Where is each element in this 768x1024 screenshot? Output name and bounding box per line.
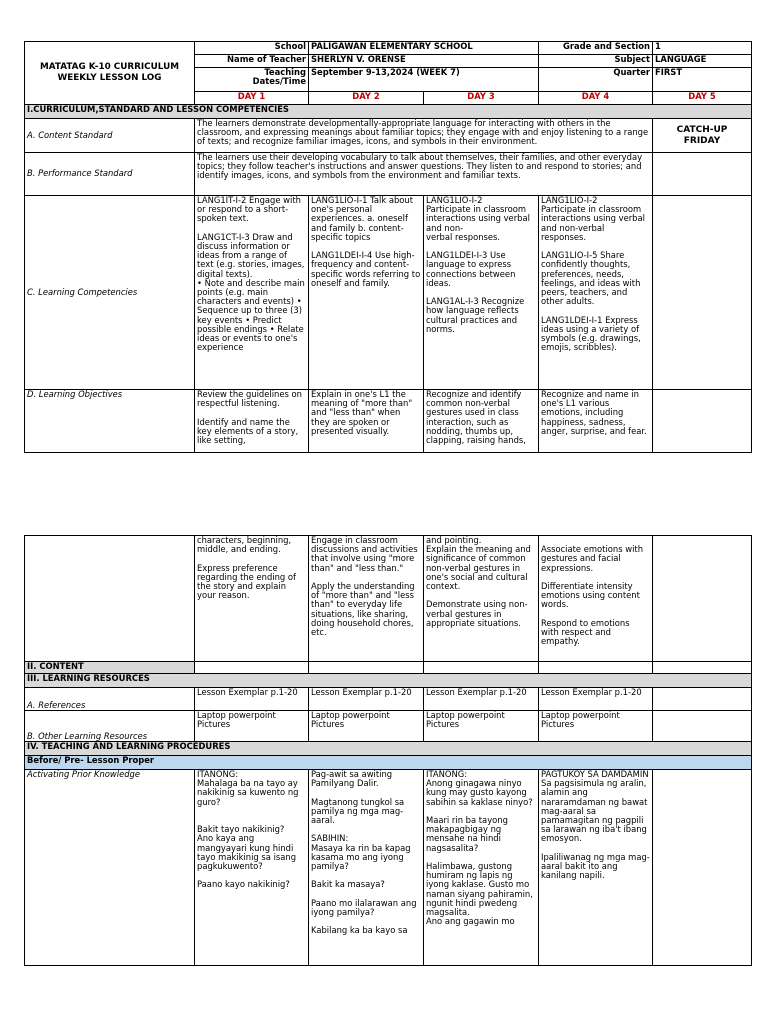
quarter-value: FIRST (653, 68, 752, 92)
competency-day1: LANG1IT-I-2 Engage with or respond to a short-spoken text. LANG1CT-I-3 Draw and discuss information or ideas from a range of text (e.g. stories, images, digital texts). • Note and describe main points (e.g. main characters and events) • Sequence up to three (3) key events • Predict possible endings • Relate ideas or events to one's experience (195, 196, 309, 390)
content-day2 (309, 662, 424, 674)
content-day4 (539, 662, 653, 674)
other-resource-day2: Laptop powerpoint Pictures (309, 711, 424, 742)
catch-up-friday (653, 119, 752, 153)
catch-up-line1: CATCH-UP (676, 124, 728, 135)
content-day5 (653, 662, 752, 674)
dates-label-line1: Teaching (264, 67, 306, 77)
objective-cont-day2: Engage in classroom discussions and activities that involve using "more than" and "less than." Apply the understanding of "more than" and "less than" to everyday life situations, like sharing, doing household chores, etc. (309, 536, 424, 662)
objective-cont-day3: and pointing. Explain the meaning and significance of common non-verbal gestures in one's social and cultural context. Demonstrate using non-verbal gestures in appropriate situations. (424, 536, 539, 662)
teacher-value: SHERLYN V. ORENSE (309, 55, 539, 68)
subject-label: Subject (539, 55, 653, 68)
other-resource-day3: Laptop powerpoint Pictures (424, 711, 539, 742)
objectives-cont-label (25, 536, 195, 662)
day-5-header: DAY 5 (653, 92, 752, 105)
section-curriculum-title: I.CURRICULUM,STANDARD AND LESSON COMPETENCIES (25, 105, 752, 119)
content-day3 (424, 662, 539, 674)
lesson-log-table-page2 (24, 535, 752, 966)
content-standard-text: The learners demonstrate developmentally-appropriate language for interacting with others in the classroom, and expressing meanings about familiar topics; they engage with and enjoy listening to a range of texts; and recognize familiar images, icons, and symbols in their environment. (195, 119, 653, 153)
lesson-log-table-page1 (24, 41, 752, 453)
school-label: School (195, 42, 309, 55)
reference-day4: Lesson Exemplar p.1-20 (539, 688, 653, 711)
day-2-header: DAY 2 (309, 92, 424, 105)
reference-day5 (653, 688, 752, 711)
references-label: A. References (25, 688, 195, 711)
before-lesson-title: Before/ Pre- Lesson Proper (25, 756, 752, 770)
teacher-label: Name of Teacher (195, 55, 309, 68)
competencies-label: C. Learning Competencies (25, 196, 195, 390)
catch-up-line2: FRIDAY (683, 135, 721, 146)
log-title (25, 42, 195, 105)
other-resource-day4: Laptop powerpoint Pictures (539, 711, 653, 742)
reference-day1: Lesson Exemplar p.1-20 (195, 688, 309, 711)
section-resources-title: III. LEARNING RESOURCES (25, 674, 752, 688)
reference-day2: Lesson Exemplar p.1-20 (309, 688, 424, 711)
school-value: PALIGAWAN ELEMENTARY SCHOOL (309, 42, 539, 55)
other-resource-day1: Laptop powerpoint Pictures (195, 711, 309, 742)
day-4-header: DAY 4 (539, 92, 653, 105)
activating-label: Activating Prior Knowledge (25, 770, 195, 966)
activating-day3: ITANONG: Anong ginagawa ninyo kung may gusto kayong sabihin sa kaklase ninyo? Maari rin ba tayong makapagbigay ng mensahe na hindi nagsasalita? Halimbawa, gustong humiram ng lapis ng iyong kaklase. Gusto mo naman siyang pahiramin, ngunit hindi pwedeng magsalita. Ano ang gagawin mo (424, 770, 539, 966)
objective-day3: Recognize and identify common non-verbal gestures used in class interaction, such as nodding, thumbs up, clapping, raising hands, (424, 390, 539, 453)
content-day1 (195, 662, 309, 674)
dates-label (195, 68, 309, 92)
activating-day4: PAGTUKOY SA DAMDAMIN Sa pagsisimula ng aralin, alamin ang nararamdaman ng bawat mag-aaral sa pamamagitan ng pagpili sa larawan ng iba't ibang emosyon. Ipaliliwanag ng mga mag-aaral bakit ito ang kanilang napili. (539, 770, 653, 966)
activating-day5 (653, 770, 752, 966)
competency-day3: LANG1LIO-I-2 Participate in classroom interactions using verbal and non- verbal responses. LANG1LDEI-I-3 Use language to express connections between ideas. LANG1AL-I-3 Recognize how language reflects cultural practices and norms. (424, 196, 539, 390)
objective-cont-day4: Associate emotions with gestures and facial expressions. Differentiate intensity emotions using content words. Respond to emotions with respect and empathy. (539, 536, 653, 662)
dates-value: September 9-13,2024 (WEEK 7) (309, 68, 539, 92)
objective-day5 (653, 390, 752, 453)
objective-day1: Review the guidelines on respectful listening. Identify and name the key elements of a story, like setting, (195, 390, 309, 453)
grade-label: Grade and Section (539, 42, 653, 55)
competency-day4: LANG1LIO-I-2 Participate in classroom interactions using verbal and non-verbal responses. LANG1LIO-I-5 Share confidently thoughts, preferences, needs, feelings, and ideas with peers, teachers, and other adults. LANG1LDEI-I-1 Express ideas using a variety of symbols (e.g. drawings, emojis, scribbles). (539, 196, 653, 390)
performance-standard-day5 (653, 153, 752, 196)
objective-cont-day5 (653, 536, 752, 662)
activating-day2: Pag-awit sa awiting Pamilyang Dalir. Magtanong tungkol sa pamilya ng mga mag-aaral. SABIHIN: Masaya ka rin ba kapag kasama mo ang iyong pamilya? Bakit ka masaya? Paano mo ilalarawan ang iyong pamilya? Kabilang ka ba kayo sa (309, 770, 424, 966)
objectives-label: D. Learning Objectives (25, 390, 195, 453)
reference-day3: Lesson Exemplar p.1-20 (424, 688, 539, 711)
dates-label-line2: Dates/Time (252, 76, 306, 87)
grade-value: 1 (653, 42, 752, 55)
log-title-line2: WEEKLY LESSON LOG (57, 73, 162, 83)
day-1-header: DAY 1 (195, 92, 309, 105)
log-title-line1: MATATAG K-10 CURRICULUM (40, 62, 179, 72)
objective-day4: Recognize and name in one's L1 various emotions, including happiness, sadness, anger, surprise, and fear. (539, 390, 653, 453)
competency-day5 (653, 196, 752, 390)
other-resource-day5 (653, 711, 752, 742)
quarter-label: Quarter (539, 68, 653, 92)
competency-day2: LANG1LIO-I-1 Talk about one's personal experiences. a. oneself and family b. content-specific topics LANG1LDEI-I-4 Use high- frequency and content- specific words referring to oneself and family. (309, 196, 424, 390)
subject-value: LANGUAGE (653, 55, 752, 68)
content-standard-label: A. Content Standard (25, 119, 195, 153)
day-3-header: DAY 3 (424, 92, 539, 105)
objective-day2: Explain in one's L1 the meaning of "more than" and "less than" when they are spoken or presented visually. (309, 390, 424, 453)
other-resources-label: B. Other Learning Resources (25, 711, 195, 742)
section-content-title: II. CONTENT (25, 662, 195, 674)
performance-standard-label: B. Performance Standard (25, 153, 195, 196)
objective-cont-day1: characters, beginning, middle, and ending. Express preference regarding the ending of the story and explain your reason. (195, 536, 309, 662)
activating-day1: ITANONG: Mahalaga ba na tayo ay nakikinig sa kuwento ng guro? Bakit tayo nakikinig? Ano kaya ang mangyayari kung hindi tayo makikinig sa isang pagkukuwento? Paano kayo nakikinig? (195, 770, 309, 966)
performance-standard-text: The learners use their developing vocabulary to talk about themselves, their families, and other everyday topics; they follow teacher's instructions and answer questions. They listen to and respond to stories; and identify images, icons, and symbols from the environment and familiar texts. (195, 153, 653, 196)
section-procedures-title: IV. TEACHING AND LEARNING PROCEDURES (25, 742, 752, 756)
